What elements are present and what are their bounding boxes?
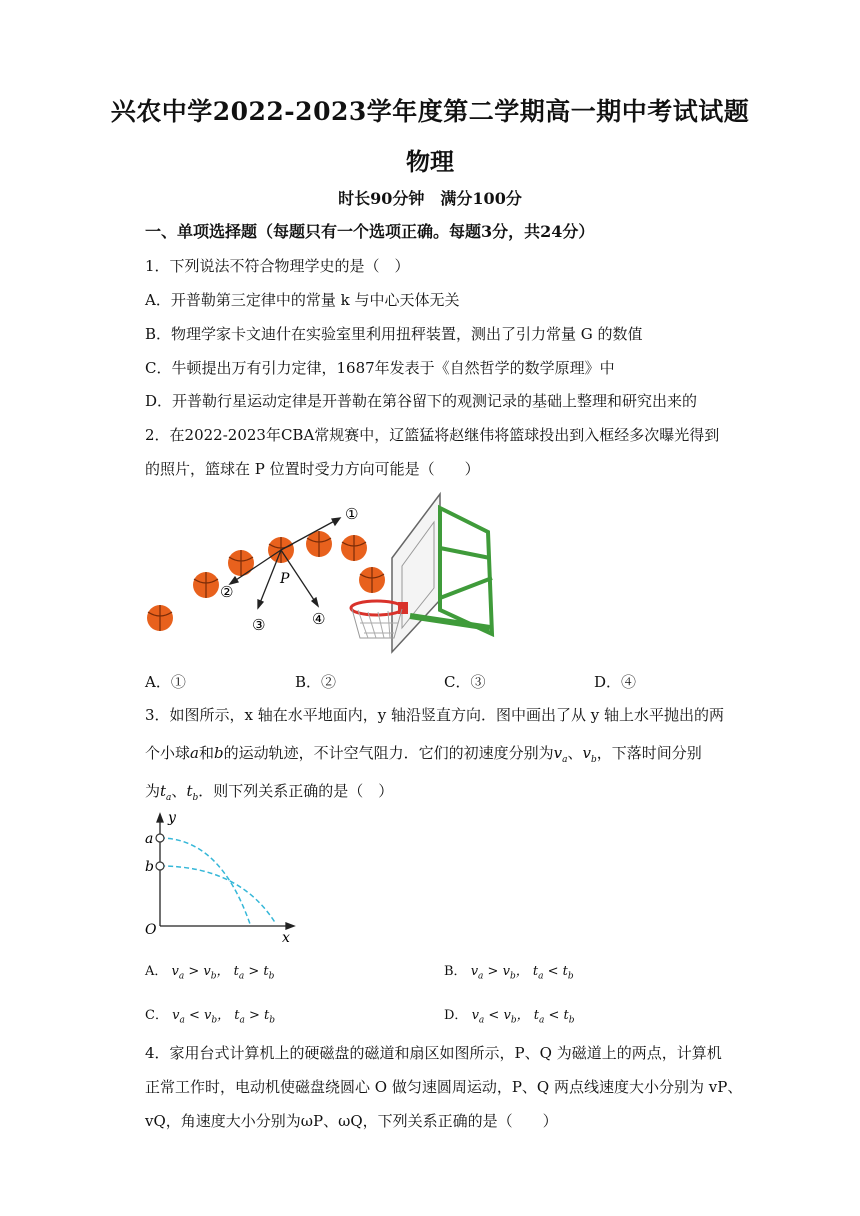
q3-subscript: b xyxy=(509,971,516,982)
section-heading: 一、单项选择题（每题只有一个选项正确。每题3分，共24分） xyxy=(145,222,595,241)
label-2: ② xyxy=(220,583,234,601)
q3-text: 和 xyxy=(198,744,214,762)
q3-subscript: b xyxy=(210,971,217,982)
q3-symbol: v xyxy=(467,1008,479,1023)
q1-option-d: D．开普勒行星运动定律是开普勒在第谷留下的观测记录的基础上整理和研究出来的 xyxy=(145,392,698,410)
basketball xyxy=(147,605,173,631)
q3-subscript: b xyxy=(567,971,574,982)
q3-symbol: v xyxy=(167,1008,180,1023)
basketball xyxy=(359,567,385,593)
q3-option-d xyxy=(444,1004,574,1026)
q3-subscript: a xyxy=(178,971,185,982)
point-a-label: a xyxy=(145,831,154,847)
subject-title: 物理 xyxy=(406,147,454,176)
basketball xyxy=(341,535,367,561)
q3-subscript: a xyxy=(239,1015,245,1026)
backboard xyxy=(392,494,440,652)
q4-stem-line3: vQ，角速度大小分别为ωP、ωQ，下列关系正确的是（ ） xyxy=(145,1112,558,1130)
q3-text: ，下落时间分别 xyxy=(596,744,702,762)
q3-option-a xyxy=(145,960,274,982)
exam-meta: 时长90分钟 满分100分 xyxy=(338,189,522,208)
point-b-label: b xyxy=(145,859,154,875)
q3-symbol-t: t xyxy=(186,782,193,800)
q3-symbol: < t xyxy=(543,964,568,979)
q3-subscript: a xyxy=(478,971,484,982)
q3-symbol: < v xyxy=(184,1008,212,1023)
q3-symbol: > v xyxy=(184,964,211,979)
exam-title: 兴农中学2022-2023学年度第二学期高一期中考试试题 xyxy=(110,97,750,126)
q3-symbol: > t xyxy=(244,964,269,979)
option-letter: A． xyxy=(145,964,168,979)
basketball-figure xyxy=(140,488,500,658)
q3-text: 、 xyxy=(567,744,583,762)
q2-option-a: A．① xyxy=(145,673,186,691)
q3-symbol: ， t xyxy=(516,1008,539,1023)
x-axis-label: x xyxy=(282,930,290,945)
q3-subscript: a xyxy=(562,755,568,765)
option-letter: B． xyxy=(444,964,467,979)
q3-text: 为 xyxy=(145,782,161,800)
q1-option-c: C．牛顿提出万有引力定律，1687年发表于《自然哲学的数学原理》中 xyxy=(145,359,615,377)
q3-subscript: b xyxy=(192,793,199,803)
q3-subscript: a xyxy=(538,1015,545,1026)
q3-symbol: > t xyxy=(244,1008,270,1023)
label-4: ④ xyxy=(312,610,326,628)
q3-subscript: b xyxy=(568,1015,575,1026)
ball-b-marker xyxy=(156,862,164,870)
label-3: ③ xyxy=(252,616,266,634)
q3-text: ．则下列关系正确的是（ ） xyxy=(198,782,394,800)
q3-stem-line3 xyxy=(145,780,393,803)
q3-symbol: v xyxy=(167,964,179,979)
q3-symbol: v xyxy=(466,964,479,979)
q3-text: 个小球 xyxy=(145,744,191,762)
q1-stem: 1．下列说法不符合物理学史的是（ ） xyxy=(145,257,410,275)
label-1: ① xyxy=(345,505,359,523)
q3-stem-line2 xyxy=(145,742,702,765)
y-axis-label: y xyxy=(168,810,176,826)
basketball xyxy=(193,572,219,598)
q3-subscript: a xyxy=(166,793,172,803)
q3-subscript: b xyxy=(510,1015,517,1026)
q3-text: 的运动轨迹，不计空气阻力．它们的初速度分别为 xyxy=(223,744,554,762)
q3-subscript: b xyxy=(211,1015,218,1026)
q2-option-d: D．④ xyxy=(594,673,637,691)
q2-stem-line1: 2．在2022-2023年CBA常规赛中，辽篮猛将赵继伟将篮球投出到入框经多次曝光得到 xyxy=(145,426,720,444)
q3-option-c xyxy=(145,1004,275,1026)
q3-symbol: < v xyxy=(484,1008,511,1023)
q3-symbol: ， t xyxy=(216,964,239,979)
q1-option-b: B．物理学家卡文迪什在实验室里利用扭秤装置，测出了引力常量 G 的数值 xyxy=(145,325,643,343)
basketball xyxy=(228,550,254,576)
q1-option-a: A．开普勒第三定律中的常量 k 与中心天体无关 xyxy=(145,291,460,309)
q3-symbol-b: b xyxy=(213,744,224,762)
axes xyxy=(157,814,294,929)
q3-symbol-a: a xyxy=(190,744,199,762)
q3-stem-line1: 3．如图所示，x 轴在水平地面内，y 轴沿竖直方向．图中画出了从 y 轴上水平抛出的两 xyxy=(145,706,725,724)
q2-option-b: B．② xyxy=(295,673,337,691)
q3-symbol-t: t xyxy=(160,782,167,800)
q3-subscript: b xyxy=(269,1015,275,1026)
trajectory-b xyxy=(160,866,276,924)
q3-symbol-v: v xyxy=(553,744,563,762)
q3-symbol: < t xyxy=(544,1008,569,1023)
q2-option-c: C．③ xyxy=(444,673,486,691)
option-letter: D． xyxy=(444,1008,468,1023)
origin-label: O xyxy=(145,922,157,938)
q3-subscript: a xyxy=(238,971,245,982)
q3-subscript: a xyxy=(179,1015,185,1026)
q3-subscript: a xyxy=(538,971,544,982)
q3-symbol-v: v xyxy=(582,744,591,762)
q3-text: 、 xyxy=(171,782,187,800)
q3-option-b xyxy=(444,960,574,982)
option-letter: C． xyxy=(145,1008,168,1023)
q4-stem-line2: 正常工作时，电动机使磁盘绕圆心 O 做匀速圆周运动，P、Q 两点线速度大小分别为 vP、 xyxy=(145,1078,743,1096)
q2-stem-line2: 的照片，篮球在 P 位置时受力方向可能是（ ） xyxy=(145,460,480,478)
q3-subscript: a xyxy=(478,1015,485,1026)
label-p: P xyxy=(280,571,290,587)
q3-symbol: > v xyxy=(483,964,510,979)
q3-symbol: ， t xyxy=(515,964,539,979)
trajectory-figure xyxy=(140,810,300,945)
q3-subscript: b xyxy=(590,755,597,765)
q3-symbol: ， t xyxy=(217,1008,240,1023)
ball-a-marker xyxy=(156,834,164,842)
trajectory-a xyxy=(160,838,250,924)
q3-subscript: b xyxy=(268,971,275,982)
q4-stem-line1: 4．家用台式计算机上的硬磁盘的磁道和扇区如图所示，P、Q 为磁道上的两点，计算机 xyxy=(145,1044,722,1062)
